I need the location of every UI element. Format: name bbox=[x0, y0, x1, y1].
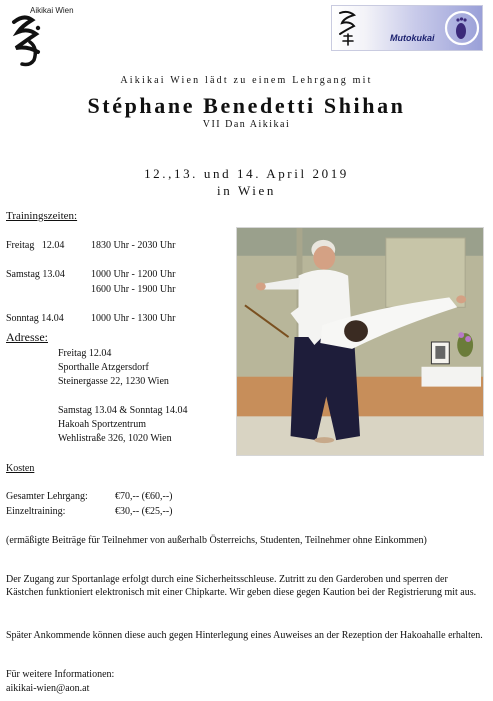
event-intro: Aikikai Wien lädt zu einem Lehrgang mit bbox=[120, 75, 373, 86]
training-day-sunday: Sonntag 14.04 bbox=[6, 313, 64, 324]
venue2-name: Hakoah Sportzentrum bbox=[58, 419, 147, 430]
mutokukai-label: Mutokukai bbox=[390, 33, 435, 43]
training-heading: Trainingszeiten: bbox=[6, 210, 78, 222]
training-time-saturday-2: 1600 Uhr - 1900 Uhr bbox=[91, 284, 176, 295]
venue1-street: Steinergasse 22, 1230 Wien bbox=[58, 376, 169, 387]
cost-value-full: €70,-- (€60,--) bbox=[115, 491, 173, 502]
access-info: Der Zugang zur Sportanlage erfolgt durch eine Sicherheitsschleuse. Zutritt zu den Garderoben und sperren der Kästchen funktioniert elektronisch mit einer Chipkarte. Wir geben diese gegen Kaution bei der Registrierung mit aus. bbox=[6, 574, 477, 598]
event-teacher-rank: VII Dan Aikikai bbox=[202, 119, 291, 130]
mutokukai-logo bbox=[331, 5, 483, 51]
aikido-demonstration-photo bbox=[236, 227, 484, 456]
training-time-saturday-1: 1000 Uhr - 1200 Uhr bbox=[91, 269, 176, 280]
cost-label-full: Gesamter Lehrgang: bbox=[6, 491, 88, 502]
contact-email[interactable]: aikikai-wien@aon.at bbox=[6, 683, 90, 694]
venue1-when: Freitag 12.04 bbox=[58, 348, 112, 359]
aikikai-wien-calligraphy-logo bbox=[8, 8, 70, 70]
training-time-sunday: 1000 Uhr - 1300 Uhr bbox=[91, 313, 176, 324]
training-time-friday: 1830 Uhr - 2030 Uhr bbox=[91, 240, 176, 251]
reduced-fee-note: (ermäßigte Beiträge für Teilnehmer von außerhalb Österreichs, Studenten, Teilnehmer ohne Einkommen) bbox=[6, 535, 427, 546]
venue2-street: Wehlistraße 326, 1020 Wien bbox=[58, 433, 172, 444]
event-dates: 12.,13. und 14. April 2019 bbox=[144, 166, 349, 181]
event-teacher-name: Stéphane Benedetti Shihan bbox=[87, 93, 406, 118]
training-day-saturday: Samstag 13.04 bbox=[6, 269, 65, 280]
contact-label: Für weitere Informationen: bbox=[6, 669, 115, 680]
cost-label-single: Einzeltraining: bbox=[6, 506, 66, 517]
training-day-friday: Freitag 12.04 bbox=[6, 240, 65, 251]
calligraphy-glyph-icon bbox=[334, 8, 360, 48]
event-location: in Wien bbox=[217, 183, 276, 198]
aikikai-wien-brand-label: Aikikai Wien bbox=[30, 6, 74, 15]
costs-heading: Kosten bbox=[6, 463, 35, 474]
venue1-name: Sporthalle Atzgersdorf bbox=[58, 362, 149, 373]
venue2-when: Samstag 13.04 & Sonntag 14.04 bbox=[58, 405, 188, 416]
late-arrival-info: Später Ankommende können diese auch gegen Hinterlegung eines Auweises an der Rezeption der Hakoahalle erhalten. bbox=[6, 630, 483, 641]
address-heading: Adresse: bbox=[6, 330, 48, 344]
cost-value-single: €30,-- (€25,--) bbox=[115, 506, 173, 517]
footprint-emblem-icon bbox=[444, 10, 480, 46]
